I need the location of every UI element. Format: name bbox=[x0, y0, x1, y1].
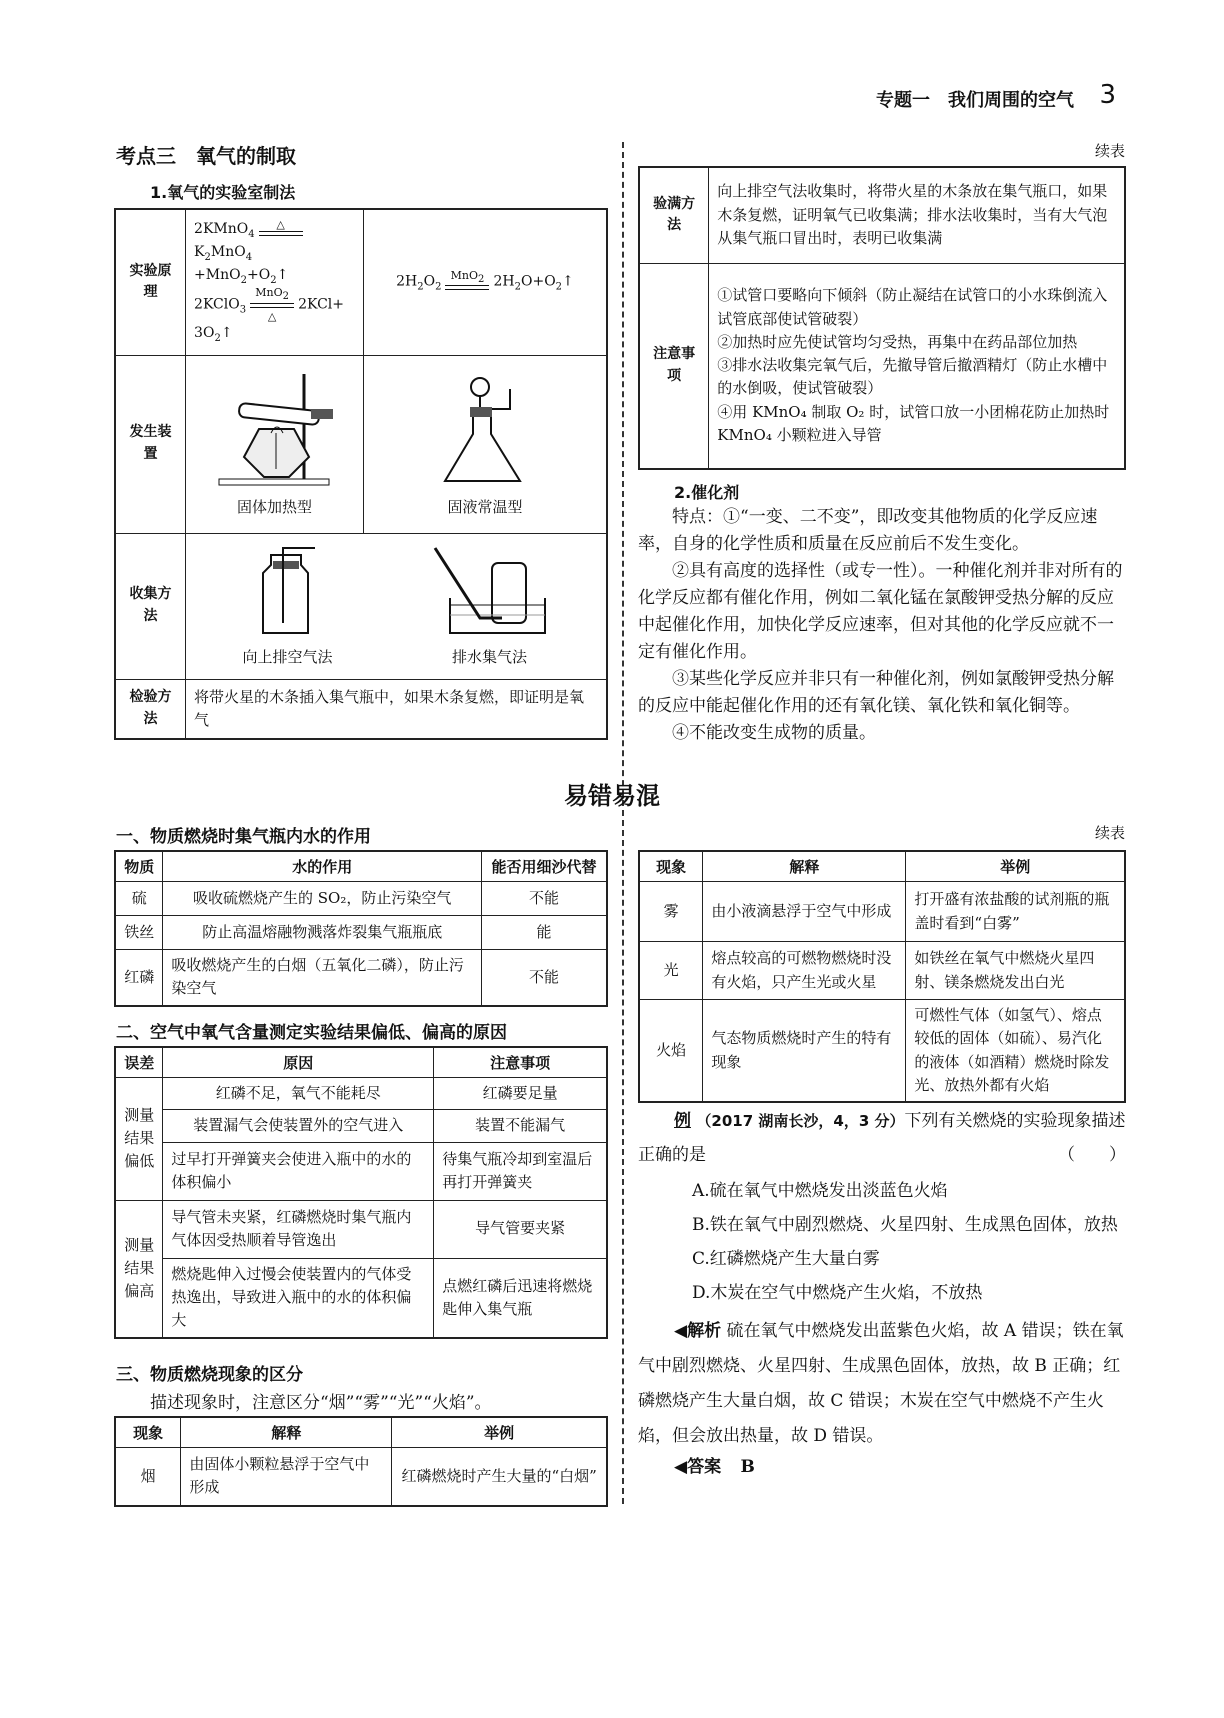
column-header: 误差 bbox=[115, 1047, 163, 1078]
water-role-cell: 吸收硫燃烧产生的 SO₂，防止污染空气 bbox=[163, 882, 482, 916]
collect-caption-1: 向上排空气法 bbox=[242, 647, 333, 666]
answer-bracket: （ ） bbox=[1058, 1145, 1126, 1165]
column-header: 解释 bbox=[181, 1417, 392, 1448]
page-number: 3 bbox=[1099, 80, 1116, 110]
column-header: 能否用细沙代替 bbox=[481, 851, 607, 882]
full-check-text: 向上排空气法收集时，将带火星的木条放在集气瓶口，如果木条复燃，证明氧气已收集满；排水法收集时，当有大气泡从集气瓶口冒出时，表明已收集满 bbox=[709, 167, 1125, 263]
substance-cell: 铁丝 bbox=[115, 916, 163, 950]
column-header: 解释 bbox=[703, 851, 906, 882]
substance-cell: 红磷 bbox=[115, 950, 163, 1006]
collect-methods bbox=[186, 533, 607, 679]
note-cell: 导气管要夹紧 bbox=[434, 1200, 607, 1258]
section2-title: 二、空气中氧气含量测定实验结果偏低、偏高的原因 bbox=[116, 1023, 507, 1043]
device-solid-liquid bbox=[363, 355, 607, 533]
note-cell: 点燃红磷后迅速将燃烧匙伸入集气瓶 bbox=[434, 1258, 607, 1338]
column-header: 水的作用 bbox=[163, 851, 482, 882]
test-method-text: 将带火星的木条插入集气瓶中，如果木条复燃，即证明是氧气 bbox=[186, 679, 607, 739]
sand-replace-cell: 不能 bbox=[481, 882, 607, 916]
note-cell: 待集气瓶冷却到室温后再打开弹簧夹 bbox=[434, 1142, 607, 1200]
water-role-cell: 防止高温熔融物溅落炸裂集气瓶瓶底 bbox=[163, 916, 482, 950]
option-b: B.铁在氧气中剧烈燃烧、火星四射、生成黑色固体，放热 bbox=[692, 1215, 1118, 1235]
phenomenon-cell: 雾 bbox=[639, 882, 703, 942]
catalyst-text bbox=[638, 504, 1126, 747]
example-cell: 可燃性气体（如氢气）、熔点较低的固体（如硫）、易汽化的液体（如酒精）燃烧时除发光、放热外都有火焰 bbox=[906, 1000, 1125, 1103]
option-d: D.木炭在空气中燃烧产生火焰，不放热 bbox=[692, 1283, 983, 1303]
oxygen-lab-table bbox=[114, 208, 608, 740]
section3-intro: 描述现象时，注意区分“烟”“雾”“光”“火焰”。 bbox=[150, 1393, 492, 1413]
sand-replace-cell: 能 bbox=[481, 916, 607, 950]
section3-title: 三、物质燃烧现象的区分 bbox=[116, 1365, 303, 1385]
note-item: ②加热时应先使试管均匀受热，再集中在药品部位加热 bbox=[717, 332, 1078, 351]
catalyst-paragraph: ④不能改变生成物的质量。 bbox=[672, 723, 876, 743]
options-list bbox=[638, 1174, 1126, 1310]
column-divider bbox=[622, 142, 624, 1504]
upward-air-displacement-illustration bbox=[243, 543, 333, 638]
section-title: 考点三 氧气的制取 bbox=[116, 144, 296, 168]
oxygen-lab-table-continued bbox=[638, 166, 1126, 470]
column-header: 现象 bbox=[115, 1417, 181, 1448]
table-row bbox=[639, 942, 1125, 1000]
explanation-cell: 熔点较高的可燃物燃烧时没有火焰，只产生光或火星 bbox=[703, 942, 906, 1000]
row-label-device: 发生装置 bbox=[115, 355, 186, 533]
explanation-cell: 由小液滴悬浮于空气中形成 bbox=[703, 882, 906, 942]
note-item: ④用 KMnO₄ 制取 O₂ 时，试管口放一小团棉花防止加热时 KMnO₄ 小颗粒进入导管 bbox=[717, 402, 1110, 444]
cause-cell: 红磷不足，氧气不能耗尽 bbox=[163, 1078, 434, 1110]
chapter-header: 专题一 我们周围的空气 bbox=[876, 90, 1074, 111]
table-row bbox=[115, 916, 607, 950]
device-caption-1: 固体加热型 bbox=[236, 498, 312, 516]
catalyst-paragraph: 特点：①“一变、二不变”，即改变其他物质的化学反应速率，自身的化学性质和质量在反应前后不发生变化。 bbox=[638, 507, 1098, 554]
analysis-marker-icon: ◀ bbox=[674, 1321, 688, 1341]
substance-cell: 硫 bbox=[115, 882, 163, 916]
explanation-cell: 由固体小颗粒悬浮于空气中形成 bbox=[181, 1448, 392, 1506]
row-label-collect: 收集方法 bbox=[115, 533, 186, 679]
phenomenon-cell: 光 bbox=[639, 942, 703, 1000]
row-label-full-check: 验满方法 bbox=[639, 167, 709, 263]
low-result-label: 测量结果偏低 bbox=[115, 1078, 163, 1201]
analysis-label: 解析 bbox=[687, 1321, 722, 1341]
answer-block bbox=[674, 1452, 755, 1477]
cause-cell: 导气管未夹紧，红磷燃烧时集气瓶内气体因受热顺着导管逸出 bbox=[163, 1200, 434, 1258]
catalyst-paragraph: ②具有高度的选择性（或专一性）。一种催化剂并非对所有的化学反应都有催化作用，例如二氧化锰在氯酸钾受热分解的反应中起催化作用，加快化学反应速率，但对其他的化学反应就不一定有催化作用。 bbox=[638, 561, 1123, 662]
cause-cell: 装置漏气会使装置外的空气进入 bbox=[163, 1110, 434, 1142]
answer-marker-icon: ◀ bbox=[674, 1457, 688, 1477]
cause-cell: 过早打开弹簧夹会使进入瓶中的水的体积偏小 bbox=[163, 1142, 434, 1200]
row-label-principle: 实验原理 bbox=[115, 209, 186, 355]
column-header: 注意事项 bbox=[434, 1047, 607, 1078]
example-cell: 红磷燃烧时产生大量的“白烟” bbox=[392, 1448, 607, 1506]
high-result-label: 测量结果偏高 bbox=[115, 1200, 163, 1338]
water-role-table bbox=[114, 850, 608, 1007]
catalyst-title: 2.催化剂 bbox=[674, 483, 740, 502]
continued-label-bottom: 续表 bbox=[1095, 824, 1126, 842]
analysis-block bbox=[638, 1314, 1126, 1454]
row-label-notes: 注意事项 bbox=[639, 263, 709, 469]
column-header: 原因 bbox=[163, 1047, 434, 1078]
solid-heating-apparatus-illustration bbox=[199, 369, 349, 489]
column-header: 举例 bbox=[906, 851, 1125, 882]
example-cell: 打开盛有浓盐酸的试剂瓶的瓶盖时看到“白雾” bbox=[906, 882, 1125, 942]
example-source: （2017 湖南长沙，4，3 分） bbox=[696, 1112, 905, 1130]
example-cell: 如铁丝在氧气中燃烧火星四射、镁条燃烧发出白光 bbox=[906, 942, 1125, 1000]
combustion-phenomena-table bbox=[114, 1416, 608, 1507]
water-role-cell: 吸收燃烧产生的白烟（五氧化二磷），防止污染空气 bbox=[163, 950, 482, 1006]
phenomenon-cell: 火焰 bbox=[639, 1000, 703, 1103]
note-cell: 红磷要足量 bbox=[434, 1078, 607, 1110]
column-header: 物质 bbox=[115, 851, 163, 882]
device-solid-heating bbox=[186, 355, 364, 533]
note-item: ③排水法收集完氧气后，先撤导管后撤酒精灯（防止水槽中的水倒吸，使试管破裂） bbox=[717, 356, 1108, 398]
example-question bbox=[638, 1104, 1126, 1172]
column-header: 现象 bbox=[639, 851, 703, 882]
center-title: 易错易混 bbox=[564, 782, 660, 810]
option-c: C.红磷燃烧产生大量白雾 bbox=[692, 1249, 880, 1269]
section1-title: 一、物质燃烧时集气瓶内水的作用 bbox=[116, 827, 371, 847]
sand-replace-cell: 不能 bbox=[481, 950, 607, 1006]
continued-label-top: 续表 bbox=[1095, 142, 1126, 160]
combustion-phenomena-table-continued bbox=[638, 850, 1126, 1103]
flask-apparatus-illustration bbox=[435, 369, 535, 489]
answer-value: B bbox=[740, 1457, 755, 1477]
table-row bbox=[115, 950, 607, 1006]
row-label-test: 检验方法 bbox=[115, 679, 186, 739]
explanation-cell: 气态物质燃烧时产生的特有现象 bbox=[703, 1000, 906, 1103]
example-stem: 下列有关燃烧的实验现象描述正确的是 bbox=[638, 1111, 1126, 1165]
notes-cell bbox=[709, 263, 1125, 469]
table-row bbox=[639, 1000, 1125, 1103]
principle-h2o2-equation: $2H_2O_2MnO_2$ $2H_2O+O_2↑$ bbox=[363, 209, 607, 355]
table-row bbox=[639, 882, 1125, 942]
sub-title: 1.氧气的实验室制法 bbox=[150, 183, 296, 202]
device-caption-2: 固液常温型 bbox=[447, 498, 523, 516]
phenomenon-cell: 烟 bbox=[115, 1448, 181, 1506]
cause-cell: 燃烧匙伸入过慢会使装置内的气体受热逸出，导致进入瓶中的水的体积偏大 bbox=[163, 1258, 434, 1338]
example-label: 例 bbox=[674, 1111, 691, 1131]
collect-caption-2: 排水集气法 bbox=[452, 647, 528, 666]
column-header: 举例 bbox=[392, 1417, 607, 1448]
note-cell: 装置不能漏气 bbox=[434, 1110, 607, 1142]
analysis-text: 硫在氧气中燃烧发出蓝紫色火焰，故 A 错误；铁在氧气中剧烈燃烧、火星四射、生成黑色固体，放热，故 B 正确；红磷燃烧产生大量白烟，故 C 错误；木炭在空气中燃烧不产生火焰，但会放出热量，故 D 错误。 bbox=[638, 1321, 1124, 1446]
water-displacement-illustration bbox=[430, 543, 550, 638]
catalyst-paragraph: ③某些化学反应并非只有一种催化剂，例如氯酸钾受热分解的反应中能起催化作用的还有氧化镁、氧化铁和氧化铜等。 bbox=[638, 669, 1114, 716]
note-item: ①试管口要略向下倾斜（防止凝结在试管口的小水珠倒流入试管底部使试管破裂） bbox=[717, 286, 1108, 328]
table-row bbox=[115, 882, 607, 916]
principle-equations: 2KMnO$_4$△ $K_2MnO_4$ $+MnO_2+O_2↑$ 2KClO$_3$ $\frac{MnO_2}{\triangle} 2KCl+$ $3O_2↑$ bbox=[186, 209, 364, 355]
option-a: A.硫在氧气中燃烧发出淡蓝色火焰 bbox=[692, 1181, 948, 1201]
answer-label: 答案 bbox=[687, 1457, 722, 1477]
table-row bbox=[115, 1448, 607, 1506]
oxygen-measure-error-table bbox=[114, 1046, 608, 1339]
